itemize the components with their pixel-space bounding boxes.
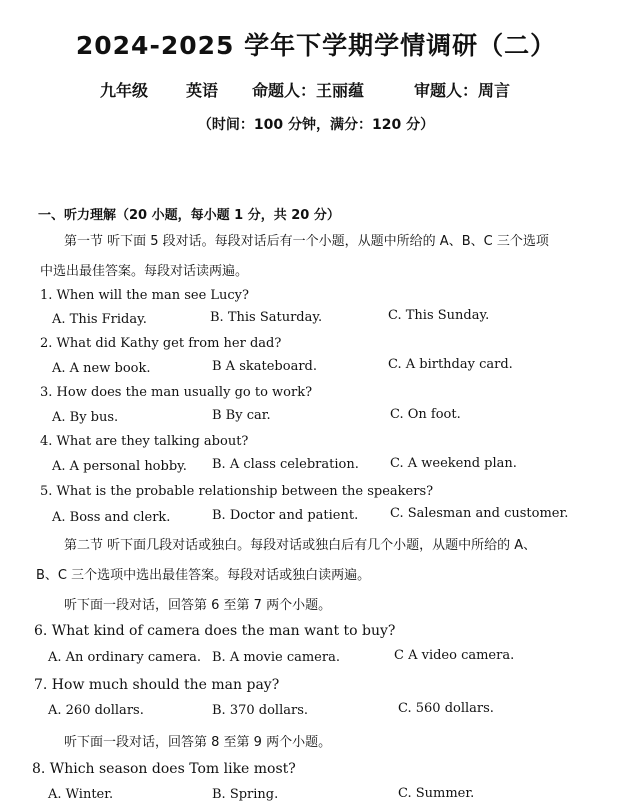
q2-option-a: A. A new book.: [52, 361, 151, 376]
grade-label: 九年级: [100, 81, 149, 100]
q5-option-a: A. Boss and clerk.: [52, 510, 171, 525]
section-heading: 一、听力理解（20 小题，每小题 1 分，共 20 分）: [38, 208, 340, 223]
q6-option-b: B. A movie camera.: [212, 650, 340, 665]
author-label: 命题人：王丽蕴: [252, 81, 365, 100]
q3-option-a: A. By bus.: [52, 410, 119, 425]
question-5: 5. What is the probable relationship between the speakers?: [40, 484, 434, 499]
q6-option-c: C A video camera.: [394, 648, 515, 663]
q5-option-b: B. Doctor and patient.: [212, 508, 359, 523]
q6-option-a: A. An ordinary camera.: [48, 650, 202, 665]
reviewer-label: 审题人：周言: [414, 81, 511, 100]
q3-option-b: B By car.: [212, 408, 271, 423]
subject-label: 英语: [186, 81, 219, 100]
q8-option-c: C. Summer.: [398, 786, 475, 801]
q4-option-a: A. A personal hobby.: [52, 459, 187, 474]
question-1: 1. When will the man see Lucy?: [40, 288, 249, 303]
q4-option-b: B. A class celebration.: [212, 457, 359, 472]
q7-option-c: C. 560 dollars.: [398, 701, 494, 716]
q2-option-b: B A skateboard.: [212, 359, 317, 374]
instruction-6-7: 听下面一段对话，回答第 6 至第 7 两个小题。: [64, 598, 332, 613]
q8-option-a: A. Winter.: [48, 787, 114, 802]
q7-option-b: B. 370 dollars.: [212, 703, 308, 718]
part2-line1: 第二节 听下面几段对话或独白。每段对话或独白后有几个小题，从题中所给的 A、: [64, 538, 537, 553]
part1-instruction: [64, 230, 549, 249]
part2-line2: B、C 三个选项中选出最佳答案。每段对话或独白读两遍。: [36, 568, 371, 583]
q1-option-b: B. This Saturday.: [210, 310, 323, 325]
q4-option-c: C. A weekend plan.: [390, 456, 517, 471]
question-3: 3. How does the man usually go to work?: [40, 385, 313, 400]
q2-option-c: C. A birthday card.: [388, 357, 513, 372]
page-title: 2024-2025 学年下学期学情调研（二）: [75, 31, 557, 60]
q1-option-c: C. This Sunday.: [388, 308, 490, 323]
question-6: 6. What kind of camera does the man want to buy?: [34, 623, 396, 639]
time-info: （时间：100 分钟，满分：120 分）: [197, 117, 435, 133]
part1-line2: 中选出最佳答案。每段对话读两遍。: [40, 264, 249, 279]
q3-option-c: C. On foot.: [390, 407, 461, 422]
instruction-8-9: 听下面一段对话，回答第 8 至第 9 两个小题。: [64, 735, 332, 750]
question-8: 8. Which season does Tom like most?: [32, 761, 296, 777]
question-4: 4. What are they talking about?: [40, 434, 249, 449]
question-2: 2. What did Kathy get from her dad?: [40, 336, 282, 351]
q5-option-c: C. Salesman and customer.: [390, 506, 569, 521]
q8-option-b: B. Spring.: [212, 787, 279, 802]
part1-line1: 第一节 听下面 5 段对话。每段对话后有一个小题，从题中所给的 A、B、C 三个选项: [64, 234, 549, 249]
question-7: 7. How much should the man pay?: [34, 677, 280, 693]
q1-option-a: A. This Friday.: [52, 312, 147, 327]
q7-option-a: A. 260 dollars.: [48, 703, 144, 718]
